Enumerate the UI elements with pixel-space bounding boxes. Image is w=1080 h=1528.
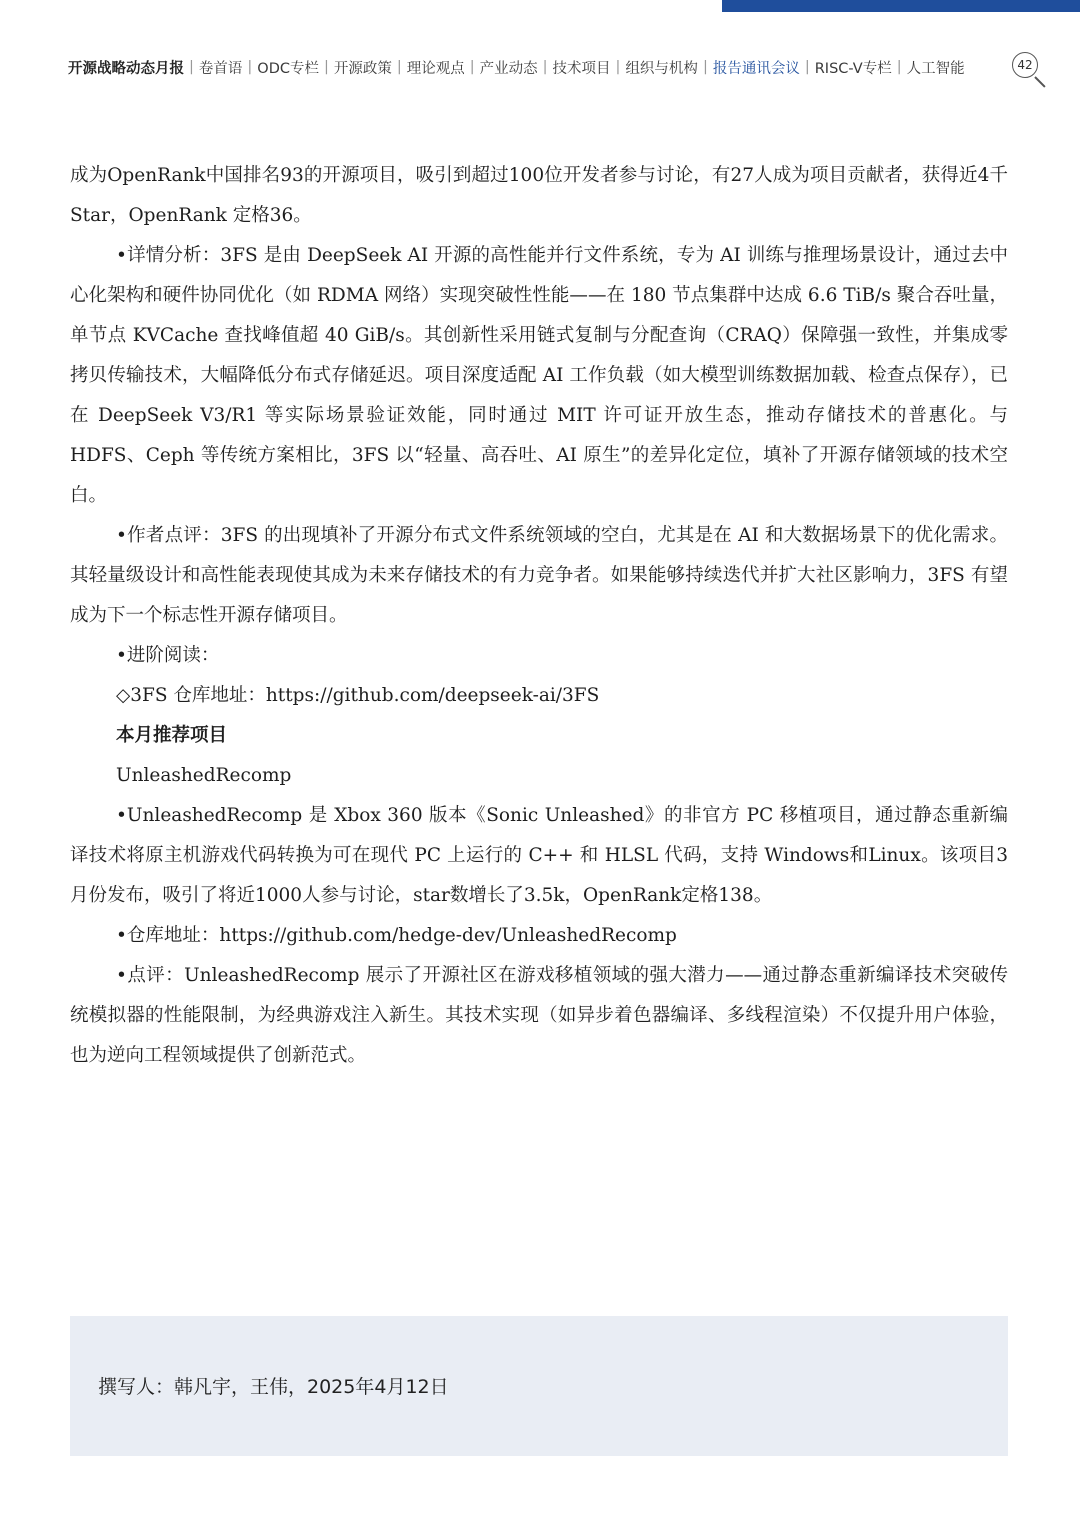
- nav-item-ai[interactable]: 人工智能: [906, 60, 965, 77]
- page-number-magnifier-icon: [1012, 52, 1052, 92]
- project-name: UnleashedRecomp: [116, 765, 292, 786]
- repo-link-line: ◇3FS 仓库地址：https://github.com/deepseek-ai/3FS: [116, 685, 600, 706]
- brand-title: 开源战略动态月报: [68, 60, 184, 77]
- paragraph-review: •点评：UnleashedRecomp 展示了开源社区在游戏移植领域的强大潜力——通过静态重新编译技术突破传统模拟器的性能限制，为经典游戏注入新生。其技术实现（如异步着色器编译、多线程渲染）不仅提升用户体验，也为逆向工程领域提供了创新范式。: [70, 965, 1008, 1066]
- section-heading: 本月推荐项目: [116, 725, 228, 746]
- paragraph-further-reading: •进阶阅读：: [116, 645, 220, 666]
- author-text: 撰写人：韩凡宇，王伟，2025年4月12日: [98, 1376, 449, 1398]
- nav-item-preface[interactable]: 卷首语: [198, 60, 243, 77]
- page-number: 42: [1012, 52, 1038, 78]
- article-body: [70, 156, 1008, 1076]
- nav-item-tech[interactable]: 技术项目: [552, 60, 611, 77]
- nav-item-theory[interactable]: 理论观点: [406, 60, 465, 77]
- nav-item-odc[interactable]: ODC专栏: [257, 60, 319, 77]
- paragraph: 成为OpenRank中国排名93的开源项目，吸引到超过100位开发者参与讨论，有27人成为项目贡献者，获得近4千 Star，OpenRank 定格36。: [70, 165, 1008, 226]
- top-accent-bar: [722, 0, 1080, 12]
- paragraph-project: •UnleashedRecomp 是 Xbox 360 版本《Sonic Unleashed》的非官方 PC 移植项目，通过静态重新编译技术将原主机游戏代码转换为可在现代 PC 上运行的 C++ 和 HLSL 代码，支持 Windows和Linux。该项目3月份发布，吸引了将近1000人参与讨论，star数增长了3.5k，OpenRank定格138。: [70, 805, 1008, 906]
- repo-link-line-2: •仓库地址：https://github.com/hedge-dev/UnleashedRecomp: [116, 925, 677, 946]
- nav-item-reports[interactable]: 报告通讯会议: [712, 60, 800, 77]
- nav-item-policy[interactable]: 开源政策: [333, 60, 392, 77]
- repo-link-3fs[interactable]: https://github.com/deepseek-ai/3FS: [265, 685, 600, 706]
- paragraph-comment: •作者点评：3FS 的出现填补了开源分布式文件系统领域的空白，尤其是在 AI 和大数据场景下的优化需求。其轻量级设计和高性能表现使其成为未来存储技术的有力竞争者。如果能够持续迭代并扩大社区影响力，3FS 有望成为下一个标志性开源存储项目。: [70, 525, 1008, 626]
- header-nav: 开源战略动态月报 | 卷首语 | ODC专栏 | 开源政策 | 理论观点 | 产业动态 | 技术项目 | 组织与机构 | 报告通讯会议 | RISC-V专栏 | 人工智能: [68, 54, 1008, 80]
- paragraph-analysis: •详情分析：3FS 是由 DeepSeek AI 开源的高性能并行文件系统，专为 AI 训练与推理场景设计，通过去中心化架构和硬件协同优化（如 RDMA 网络）实现突破性性能——在 180 节点集群中达成 6.6 TiB/s 聚合吞吐量，单节点 KVCache 查找峰值超 40 GiB/s。其创新性采用链式复制与分配查询（CRAQ）保障强一致性，并集成零拷贝传输技术，大幅降低分布式存储延迟。项目深度适配 AI 工作负载（如大模型训练数据加载、检查点保存），已在 DeepSeek V3/R1 等实际场景验证效能，同时通过 MIT 许可证开放生态，推动存储技术的普惠化。与 HDFS、Ceph 等传统方案相比，3FS 以“轻量、高吞吐、AI 原生”的差异化定位，填补了开源存储领域的技术空白。: [70, 245, 1008, 506]
- author-box: [70, 1316, 1008, 1456]
- nav-item-org[interactable]: 组织与机构: [625, 60, 698, 77]
- repo-link-unleashed[interactable]: https://github.com/hedge-dev/UnleashedRecomp: [219, 925, 677, 946]
- nav-item-industry[interactable]: 产业动态: [479, 60, 538, 77]
- nav-item-riscv[interactable]: RISC-V专栏: [814, 60, 892, 77]
